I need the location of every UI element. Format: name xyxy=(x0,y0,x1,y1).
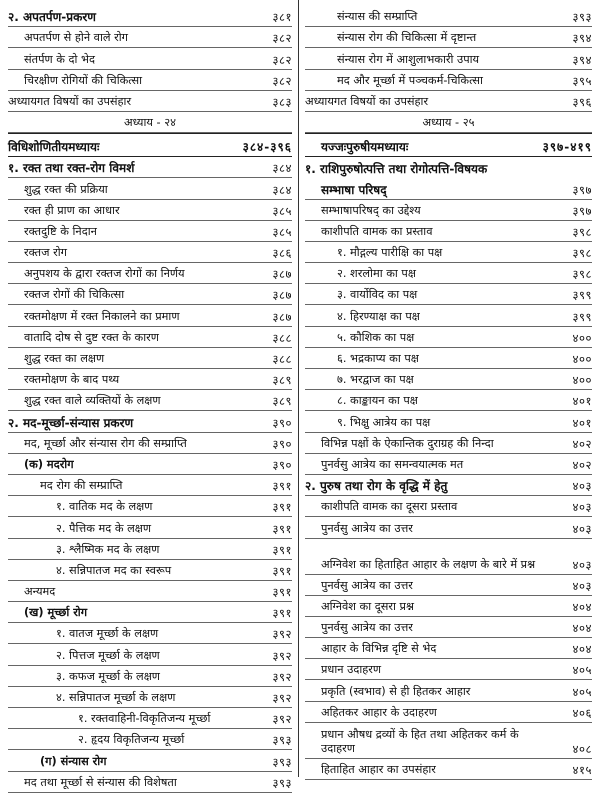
toc-entry xyxy=(8,454,292,475)
toc-entry-page: ३८२ xyxy=(272,31,292,46)
toc-entry-title: मद, मूर्च्छा और संन्यास रोग की सम्प्राप्ति xyxy=(24,436,187,450)
toc-entry xyxy=(8,581,292,602)
toc-entry xyxy=(305,242,592,263)
toc-entry-page: ४०२ xyxy=(572,436,592,451)
toc-entry-title: विधिशोणितीयमध्यायः xyxy=(8,140,100,155)
toc-entry xyxy=(8,242,292,263)
toc-entry-title: १. रक्तवाहिनी-विकृतिजन्य मूर्च्छा xyxy=(78,712,211,726)
toc-entry xyxy=(305,596,592,617)
toc-entry xyxy=(8,496,292,517)
toc-entry-page: ४०३ xyxy=(572,557,592,572)
toc-entry-title: ३. श्लैष्मिक मद के लक्षण xyxy=(56,542,160,556)
toc-entry xyxy=(305,348,592,369)
toc-entry-title: अध्याय - २४ xyxy=(124,116,176,130)
toc-entry-title: अध्यायगत विषयों का उपसंहार xyxy=(305,94,429,108)
toc-entry-page: ४०५ xyxy=(572,663,592,678)
toc-entry xyxy=(305,284,592,305)
toc-entry-page: ३८७ xyxy=(272,288,292,303)
toc-column-left xyxy=(8,6,292,793)
toc-entry-page: ३८८ xyxy=(272,352,292,366)
toc-entry-page: ३९१ xyxy=(272,542,292,557)
toc-entry-title: मद और मूर्च्छा में पञ्चकर्म-चिकित्सा xyxy=(337,73,483,87)
toc-entry xyxy=(8,644,292,665)
toc-entry xyxy=(305,475,592,496)
toc-entry-title: ५. कौशिक का पक्ष xyxy=(337,330,415,344)
toc-entry-page: ३८३ xyxy=(272,94,292,109)
toc-entry-title: संतर्पण के दो भेद xyxy=(24,52,95,66)
toc-entry-page: ४०० xyxy=(572,330,592,345)
toc-entry-page: ३९१ xyxy=(272,606,292,621)
toc-entry xyxy=(305,702,592,723)
toc-entry-title: प्रधान उदाहरण xyxy=(321,663,382,677)
toc-entry xyxy=(8,178,292,199)
toc-entry-title: यज्जःपुरुषीयमध्यायः xyxy=(321,140,409,155)
toc-entry xyxy=(8,687,292,708)
toc-entry-page: ४०४ xyxy=(572,642,592,657)
toc-entry-title: ४. हिरण्याक्ष का पक्ष xyxy=(337,309,420,323)
toc-entry xyxy=(8,327,292,348)
toc-entry-page: ४०३ xyxy=(572,479,592,494)
toc-entry xyxy=(8,27,292,48)
toc-entry-title: २. पित्तज मूर्च्छा के लक्षण xyxy=(56,648,160,662)
toc-entry-page: ४०० xyxy=(572,373,592,388)
toc-entry xyxy=(305,369,592,390)
toc-entry-page: ३९७-४१९ xyxy=(542,140,592,155)
toc-entry-title: अध्याय - २५ xyxy=(422,116,475,130)
toc-entry-title: शुद्ध रक्त की प्रक्रिया xyxy=(24,182,108,196)
toc-entry xyxy=(8,369,292,390)
toc-entry-page: ३९२ xyxy=(272,669,292,684)
toc-entry-page: ३९९ xyxy=(572,309,592,324)
toc-entry xyxy=(8,729,292,750)
toc-entry-title: अपतर्पण से होने वाले रोग xyxy=(24,31,129,45)
toc-entry-title: आहार के विभिन्न दृष्टि से भेद xyxy=(321,642,437,656)
toc-entry-title: सम्भाषापरिषद् का उद्देश्य xyxy=(321,203,421,217)
toc-entry-title: पुनर्वसु आत्रेय का उत्तर xyxy=(321,521,413,535)
toc-entry xyxy=(8,305,292,326)
toc-entry-page: ४०४ xyxy=(572,621,592,636)
toc-entry xyxy=(305,200,592,221)
toc-entry xyxy=(8,666,292,687)
toc-entry xyxy=(305,221,592,242)
toc-entry-title: रक्तमोक्षण के बाद पथ्य xyxy=(24,373,120,387)
toc-entry-page: ३९४ xyxy=(572,52,592,67)
toc-entry-title: रक्तज रोग xyxy=(24,246,67,260)
toc-entry-title: ४. सन्निपातज मूर्च्छा के लक्षण xyxy=(56,691,176,704)
toc-entry-page: ४०४ xyxy=(572,599,592,614)
toc-entry-page: ३९२ xyxy=(272,712,292,727)
toc-entry xyxy=(8,602,292,623)
toc-entry-title: शुद्ध रक्त का लक्षण xyxy=(24,352,105,365)
toc-entry xyxy=(305,178,592,199)
toc-entry-page: ३८६ xyxy=(272,246,292,261)
toc-entry xyxy=(8,200,292,221)
toc-entry-title: २. पुरुष तथा रोग के वृद्धि में हेतु xyxy=(305,479,448,494)
toc-entry-page: ३८४ xyxy=(272,182,292,197)
toc-entry-title: (ख) मूर्च्छा रोग xyxy=(24,606,88,620)
toc-entry xyxy=(8,157,292,178)
toc-entry-page: ३८२ xyxy=(272,52,292,67)
toc-entry-page: ३९३ xyxy=(572,10,592,25)
toc-entry xyxy=(305,723,592,759)
toc-entry-page: ४०६ xyxy=(572,705,592,720)
toc-entry-page: ३९८ xyxy=(572,267,592,282)
toc-entry xyxy=(8,221,292,242)
toc-entry xyxy=(8,517,292,538)
toc-entry-page: ३९७ xyxy=(572,182,592,197)
toc-entry-title: अग्निवेश का हिताहित आहार के लक्षण के बारे में प्रश्न xyxy=(321,557,536,571)
toc-entry-page: ४०८ xyxy=(572,741,592,756)
toc-entry-title: २. पैत्तिक मद के लक्षण xyxy=(56,521,152,535)
toc-entry-title: संन्यास रोग में आशुलाभकारी उपाय xyxy=(337,52,480,66)
toc-entry-page: ४०३ xyxy=(572,578,592,593)
column-divider xyxy=(298,0,299,777)
toc-entry xyxy=(8,263,292,284)
toc-entry-title: ८. काङ्कायन का पक्ष xyxy=(337,394,418,408)
toc-entry xyxy=(305,496,592,517)
toc-entry-page: ३९३ xyxy=(272,733,292,748)
toc-entry-title: १. रक्त तथा रक्त-रोग विमर्श xyxy=(8,161,135,176)
toc-entry-title: ९. भिक्षु आत्रेय का पक्ष xyxy=(337,415,431,429)
toc-entry-page: ३९२ xyxy=(272,691,292,705)
toc-entry xyxy=(305,517,592,538)
toc-entry-title: अध्यायगत विषयों का उपसंहार xyxy=(8,94,132,108)
toc-column-right xyxy=(305,6,592,780)
toc-entry xyxy=(8,48,292,69)
toc-entry-page: ३८९ xyxy=(272,373,292,388)
toc-entry-title: पुनर्वसु आत्रेय का समन्वयात्मक मत xyxy=(321,457,464,471)
toc-entry-page: ३८५ xyxy=(272,224,292,239)
toc-entry-page: ४१५ xyxy=(572,763,592,777)
toc-entry-title: ६. भद्रकाप्य का पक्ष xyxy=(337,352,419,365)
toc-entry-title: प्रकृति (स्वभाव) से ही हितकर आहार xyxy=(321,684,471,698)
toc-entry-title: काशीपति वामक का प्रस्ताव xyxy=(321,224,433,238)
toc-entry-title: रक्तज रोगों की चिकित्सा xyxy=(24,288,125,302)
toc-entry-page: ३९० xyxy=(272,415,292,430)
toc-entry-page: ३८१ xyxy=(272,10,292,25)
toc-entry xyxy=(305,48,592,69)
toc-entry-page: ३९२ xyxy=(272,648,292,663)
toc-entry-title: २. शरलोमा का पक्ष xyxy=(337,267,416,281)
toc-entry-title: (ग) संन्यास रोग xyxy=(40,754,107,768)
toc-entry-title: रक्तदुष्टि के निदान xyxy=(24,224,97,238)
toc-entry-title: १. वातज मूर्च्छा के लक्षण xyxy=(56,627,159,641)
toc-entry-page: ३८७ xyxy=(272,309,292,324)
toc-entry-title: सम्भाषा परिषद् xyxy=(321,182,387,197)
toc-entry-page: ३९१ xyxy=(272,521,292,536)
toc-entry-title: ४. सन्निपातज मद का स्वरूप xyxy=(56,563,172,577)
toc-entry-page: ४०५ xyxy=(572,684,592,699)
toc-entry-title: मद तथा मूर्च्छा से संन्यास की विशेषता xyxy=(24,775,177,789)
toc-entry-page: ३९८ xyxy=(572,246,592,261)
toc-entry-page: ४०३ xyxy=(572,500,592,515)
toc-entry-page: ३८८ xyxy=(272,330,292,345)
toc-entry-title: अग्निवेश का दूसरा प्रश्न xyxy=(321,599,414,613)
toc-entry-page: ४०३ xyxy=(572,521,592,536)
chapter-heading xyxy=(305,112,592,133)
toc-entry xyxy=(8,411,292,432)
toc-entry-title: काशीपति वामक का दूसरा प्रस्ताव xyxy=(321,500,458,514)
toc-entry-title: १. मौद्गल्य पारीक्षि का पक्ष xyxy=(337,246,443,260)
toc-entry-page: ४०१ xyxy=(572,394,592,409)
toc-entry-page: ३९३ xyxy=(272,775,292,790)
toc-entry-page: ३९४ xyxy=(572,31,592,46)
toc-entry xyxy=(305,411,592,432)
toc-entry xyxy=(305,305,592,326)
toc-entry-page: ३९७ xyxy=(572,203,592,218)
toc-entry-title: २. हृदय विकृतिजन्य मूर्च्छा xyxy=(78,733,185,747)
toc-entry-title: संन्यास की सम्प्राप्ति xyxy=(337,10,418,24)
toc-entry-page: ३९९ xyxy=(572,288,592,303)
toc-entry xyxy=(8,433,292,454)
toc-entry xyxy=(305,157,592,178)
toc-entry-page: ३९१ xyxy=(272,500,292,515)
toc-entry-title: अहितकर आहार के उदाहरण xyxy=(321,705,437,719)
toc-entry-title: अनुपशय के द्वारा रक्तज रोगों का निर्णय xyxy=(24,267,185,281)
toc-entry-title: १. वातिक मद के लक्षण xyxy=(56,500,153,514)
toc-entry xyxy=(305,263,592,284)
toc-entry xyxy=(8,560,292,581)
toc-entry xyxy=(8,284,292,305)
toc-entry-page: ३९० xyxy=(272,457,292,472)
toc-entry-title: २. अपतर्पण-प्रकरण xyxy=(8,10,96,25)
toc-entry-title: चिरक्षीण रोगियों की चिकित्सा xyxy=(24,73,143,87)
toc-entry-title: पुनर्वसु आत्रेय का उत्तर xyxy=(321,621,413,635)
toc-entry-title: ७. भरद्वाज का पक्ष xyxy=(337,373,414,387)
toc-entry-page: ३९१ xyxy=(272,563,292,578)
toc-entry-title: रक्त ही प्राण का आधार xyxy=(24,203,120,217)
toc-entry-page: ३९३ xyxy=(272,754,292,769)
toc-entry-page: ४०१ xyxy=(572,415,592,430)
toc-entry-page: ३९१ xyxy=(272,479,292,494)
toc-entry xyxy=(305,390,592,411)
toc-entry-page: ३८९ xyxy=(272,394,292,409)
toc-entry-title: ३. वार्योविद का पक्ष xyxy=(337,288,418,302)
toc-entry xyxy=(305,659,592,680)
toc-entry-page: ३९० xyxy=(272,436,292,451)
toc-entry-page: ३८४ xyxy=(272,161,292,176)
toc-entry-title: प्रधान औषध द्रव्यों के हित तथा अहितकर कर्म के उदाहरण xyxy=(321,727,519,755)
toc-entry xyxy=(8,91,292,112)
toc-entry xyxy=(305,680,592,701)
toc-entry-page: ४०२ xyxy=(572,457,592,472)
toc-entry-page: ३८२ xyxy=(272,73,292,88)
toc-entry xyxy=(305,70,592,91)
toc-entry-title: हिताहित आहार का उपसंहार xyxy=(321,763,436,776)
toc-entry-page: ३९५ xyxy=(572,73,592,88)
toc-entry-title: रक्तमोक्षण में रक्त निकालने का प्रमाण xyxy=(24,309,180,323)
toc-entry xyxy=(8,750,292,771)
chapter-heading xyxy=(305,133,592,157)
toc-entry xyxy=(305,575,592,596)
toc-entry xyxy=(305,6,592,27)
toc-entry xyxy=(8,772,292,793)
toc-entry xyxy=(305,638,592,659)
toc-entry-page: ३८५ xyxy=(272,203,292,218)
toc-entry-title: (क) मदरोग xyxy=(24,457,74,471)
toc-entry-title: शुद्ध रक्त वाले व्यक्तियों के लक्षण xyxy=(24,394,161,408)
chapter-heading xyxy=(8,112,292,133)
toc-entry xyxy=(8,539,292,560)
toc-entry xyxy=(8,623,292,644)
toc-entry xyxy=(8,6,292,27)
toc-entry xyxy=(305,539,592,575)
toc-entry-page: ३९१ xyxy=(272,585,292,600)
toc-entry xyxy=(305,433,592,454)
toc-entry-title: वातादि दोष से दुष्ट रक्त के कारण xyxy=(24,330,159,344)
toc-entry xyxy=(305,327,592,348)
toc-entry xyxy=(305,759,592,780)
toc-entry xyxy=(305,91,592,112)
toc-entry-page: ३८७ xyxy=(272,267,292,282)
toc-entry xyxy=(305,27,592,48)
toc-entry-page: ३९२ xyxy=(272,627,292,642)
toc-entry xyxy=(305,617,592,638)
toc-entry-title: अन्यमद xyxy=(24,585,56,599)
toc-entry xyxy=(8,390,292,411)
toc-entry-page: ३९६ xyxy=(572,94,592,109)
toc-entry-page: ४०० xyxy=(572,352,592,366)
toc-entry-title: पुनर्वसु आत्रेय का उत्तर xyxy=(321,578,413,592)
toc-entry-title: ३. कफज मूर्च्छा के लक्षण xyxy=(56,669,160,683)
toc-entry-title: मद रोग की सम्प्राप्ति xyxy=(40,479,123,493)
toc-entry xyxy=(8,70,292,91)
toc-entry xyxy=(8,708,292,729)
toc-entry xyxy=(8,475,292,496)
toc-entry xyxy=(8,348,292,369)
toc-entry-page: ३८४-३९६ xyxy=(242,140,292,155)
toc-entry-title: २. मद-मूर्च्छा-संन्यास प्रकरण xyxy=(8,415,134,430)
toc-entry-title: संन्यास रोग की चिकित्सा में दृष्टान्त xyxy=(337,31,477,45)
chapter-heading xyxy=(8,133,292,157)
toc-entry-page: ३९८ xyxy=(572,224,592,239)
toc-entry-title: १. राशिपुरुषोत्पत्ति तथा रोगोत्पत्ति-विषयक xyxy=(305,162,488,177)
toc-entry-title: विभिन्न पक्षों के ऐकान्तिक दुराग्रह की निन्दा xyxy=(321,436,494,450)
toc-entry xyxy=(305,454,592,475)
